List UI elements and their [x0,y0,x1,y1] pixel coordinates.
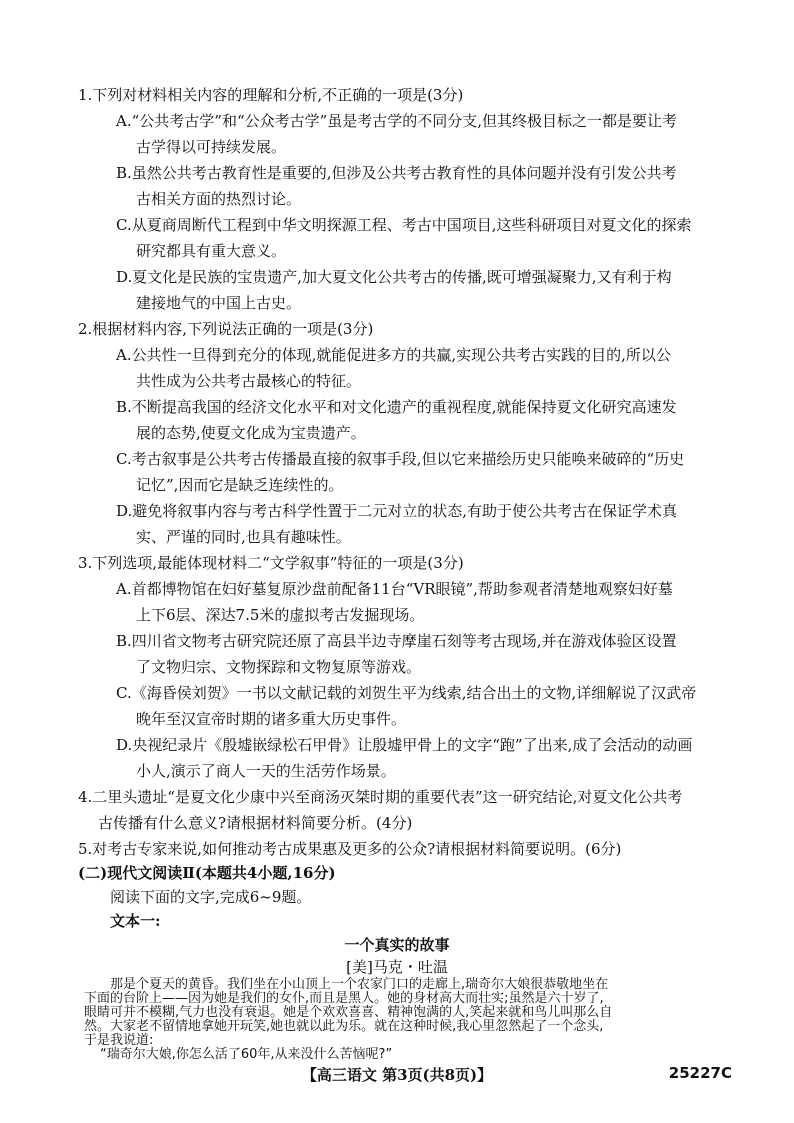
q1-stem: 1.下列对材料相关内容的理解和分析,不正确的一项是(3分) [78,86,464,104]
q1-option-d-cont: 建接地气的中国上古史。 [136,294,302,312]
q2-option-a: A.公共性一旦得到充分的体现,就能促进多方的共赢,实现公共考古实践的目的,所以公 [116,346,671,364]
q1-option-d: D.夏文化是民族的宝贵遗产,加大夏文化公共考古的传播,既可增强凝聚力,又有利于构 [116,268,672,286]
exam-code: 25227C [668,1064,732,1082]
q5-stem: 5.对考古专家来说,如何推动考古成果惠及更多的公众?请根据材料简要说明。(6分) [78,840,622,858]
q4-stem: 4.二里头遗址“是夏文化少康中兴至商汤灭桀时期的重要代表”这一研究结论,对夏文化公共考 [78,788,683,806]
q3-option-c: C.《海昏侯刘贺》一书以文献记载的刘贺生平为线索,结合出土的文物,详细解说了汉武帝 [116,684,697,702]
q2-option-a-cont: 共性成为公共考古最核心的特征。 [136,372,362,390]
q3-option-d-cont: 小人,演示了商人一天的生活劳作场景。 [136,762,396,780]
q1-option-a: A.“公共考古学”和“公众考古学”虽是考古学的不同分支,但其终极目标之一都是要让考 [116,112,678,130]
q1-option-a-cont: 古学得以可持续发展。 [136,138,287,156]
q1-option-c: C.从夏商周断代工程到中华文明探源工程、考古中国项目,这些科研项目对夏文化的探索 [116,216,692,234]
story-paragraph-line-5: 于是我说道: [84,1033,154,1048]
q3-stem: 3.下列选项,最能体现材料二“文学叙事”特征的一项是(3分) [78,554,464,572]
story-title: 一个真实的故事 [344,936,450,954]
story-author: [美]马克・吐温 [346,958,448,976]
q3-option-b-cont: 了文物归宗、文物探踪和文物复原等游戏。 [136,658,422,676]
text-label: 文本一: [110,912,161,930]
q3-option-a: A.首都博物馆在妇好墓复原沙盘前配备11台“VR眼镜”,帮助参观者清楚地观察妇好墓 [116,580,673,598]
q2-option-b: B.不断提高我国的经济文化水平和对文化遗产的重视程度,就能保持夏文化研究高速发 [116,398,677,416]
q2-option-c-cont: 记忆”,因而它是缺乏连续性的。 [136,476,344,494]
q1-option-b-cont: 古相关方面的热烈讨论。 [136,190,302,208]
story-paragraph-line-3: 眼睛可并不模糊,气力也没有衰退。她是个欢欢喜喜、精神饱满的人,笑起来就和鸟儿叫那么自 [84,1005,613,1020]
section-heading: (二)现代文阅读Ⅱ(本题共4小题,16分) [78,864,336,882]
story-paragraph-line-1: 那是个夏天的黄昏。我们坐在小山顶上一个农家门口的走廊上,瑞奇尔大娘很恭敬地坐在 [110,977,609,992]
q2-option-d: D.避免将叙事内容与考古科学性置于二元对立的状态,有助于使公共考古在保证学术真 [116,502,678,520]
q3-option-b: B.四川省文物考古研究院还原了高县半边寺摩崖石刻等考古现场,并在游戏体验区设置 [116,632,677,650]
q3-option-a-cont: 上下6层、深达7.5米的虚拟考古发掘现场。 [136,606,425,624]
q1-option-b: B.虽然公共考古教育性是重要的,但涉及公共考古教育性的具体问题并没有引发公共考 [116,164,677,182]
story-paragraph-line-4: 然。大家老不留情地拿她开玩笑,她也就以此为乐。就在这种时候,我心里忽然起了一个念头, [84,1019,604,1034]
q2-option-c: C.考古叙事是公共考古传播最直接的叙事手段,但以它来描绘历史只能唤来破碎的“历史 [116,450,685,468]
reading-instruction: 阅读下面的文字,完成6~9题。 [110,888,312,906]
q2-option-d-cont: 实、严谨的同时,也具有趣味性。 [136,528,351,546]
q2-option-b-cont: 展的态势,使夏文化成为宝贵遗产。 [136,424,366,442]
q2-stem: 2.根据材料内容,下列说法正确的一项是(3分) [78,320,374,338]
story-quote: “瑞奇尔大娘,你怎么活了60年,从来没什么苦恼呢?” [100,1047,393,1062]
q3-option-c-cont: 晚年至汉宣帝时期的诸多重大历史事件。 [136,710,407,728]
page-footer: 【高三语文 第3页(共8页)】 [301,1066,493,1084]
q4-stem-cont: 古传播有什么意义?请根据材料简要分析。(4分) [98,814,413,832]
story-paragraph-line-2: 下面的台阶上——因为她是我们的女仆,而且是黑人。她的身材高大而壮实;虽然是六十岁了, [84,991,604,1006]
q1-option-c-cont: 研究都具有重大意义。 [136,242,287,260]
q3-option-d: D.央视纪录片《殷墟嵌绿松石甲骨》让殷墟甲骨上的文字“跑”了出来,成了会活动的动画 [116,736,693,754]
